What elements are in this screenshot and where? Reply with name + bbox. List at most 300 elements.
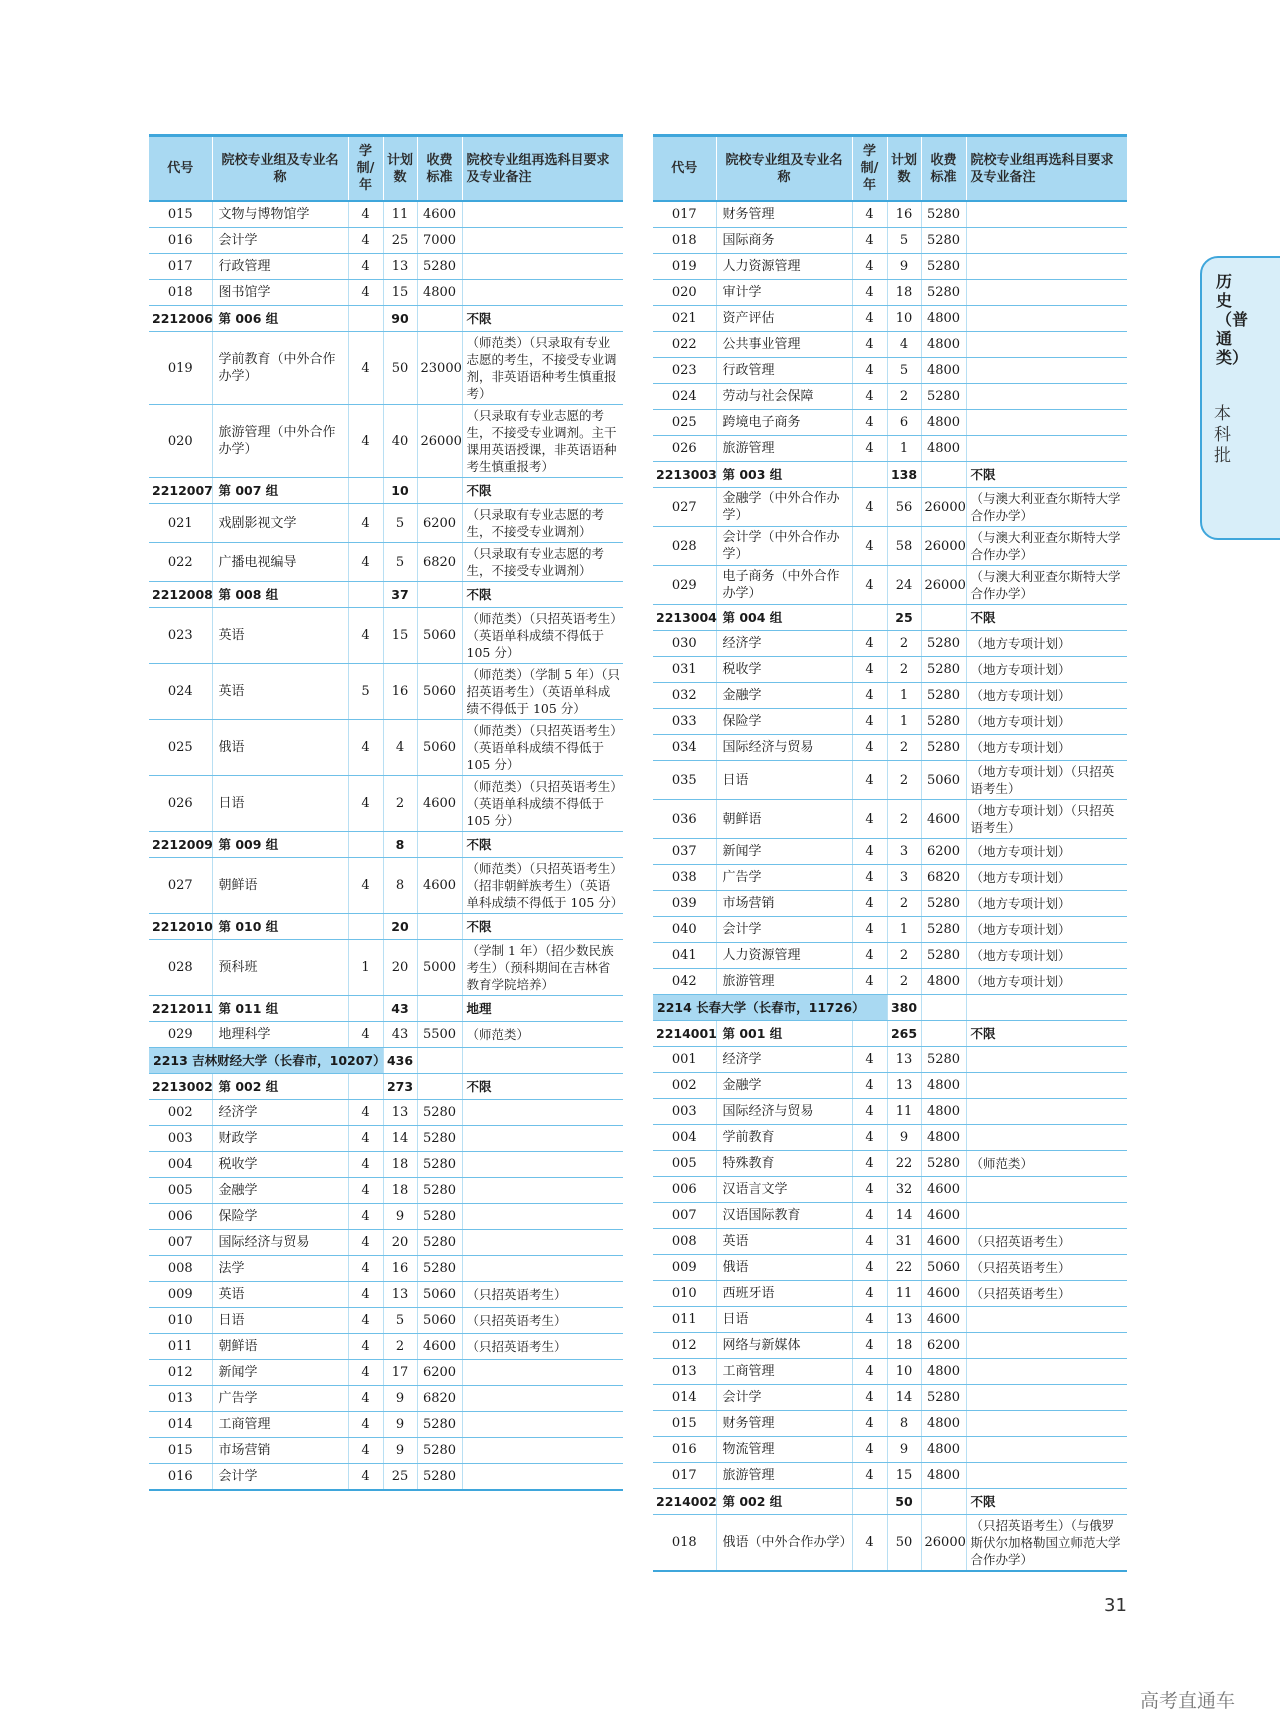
major-name: 日语 bbox=[212, 776, 348, 832]
plan-count: 5 bbox=[383, 504, 417, 543]
major-note: （只招英语考生）（与俄罗斯伏尔加格勒国立师范大学合作办学） bbox=[966, 1515, 1127, 1572]
table-row bbox=[149, 332, 623, 405]
major-note: （师范类）（只招英语考生）（英语单科成绩不得低于 105 分） bbox=[462, 720, 623, 776]
major-code: 033 bbox=[653, 709, 716, 735]
major-code: 042 bbox=[653, 969, 716, 995]
plan-count: 4 bbox=[887, 332, 921, 358]
major-name: 行政管理 bbox=[212, 254, 348, 280]
tuition-fee: 4800 bbox=[921, 1073, 966, 1099]
major-code: 007 bbox=[149, 1230, 212, 1256]
tuition-fee: 5280 bbox=[921, 1385, 966, 1411]
duration-years: 4 bbox=[348, 1464, 383, 1491]
major-name: 会计学 bbox=[212, 1464, 348, 1491]
table-body-left bbox=[149, 201, 623, 1490]
table-row bbox=[653, 761, 1127, 800]
table-row bbox=[149, 1360, 623, 1386]
duration-years: 4 bbox=[348, 1386, 383, 1412]
major-note bbox=[462, 1256, 623, 1282]
group-code: 2213003 bbox=[653, 462, 716, 488]
empty-cell bbox=[921, 1489, 966, 1515]
major-code: 009 bbox=[653, 1255, 716, 1281]
major-note bbox=[966, 1385, 1127, 1411]
plan-count: 1 bbox=[887, 917, 921, 943]
plan-count: 24 bbox=[887, 566, 921, 605]
major-name: 地理科学 bbox=[212, 1022, 348, 1048]
subject-requirement: 不限 bbox=[966, 462, 1127, 488]
university-plan-count: 380 bbox=[887, 995, 921, 1021]
duration-years: 4 bbox=[852, 1515, 887, 1572]
empty-cell bbox=[348, 478, 383, 504]
major-note bbox=[462, 1152, 623, 1178]
duration-years: 4 bbox=[852, 384, 887, 410]
group-plan-count: 273 bbox=[383, 1074, 417, 1100]
major-note bbox=[462, 1386, 623, 1412]
duration-years: 4 bbox=[348, 201, 383, 228]
group-row bbox=[149, 832, 623, 858]
duration-years: 4 bbox=[348, 1256, 383, 1282]
major-name: 戏剧影视文学 bbox=[212, 504, 348, 543]
major-note: （地方专项计划） bbox=[966, 943, 1127, 969]
watermark: 高考直通车 bbox=[1140, 1690, 1236, 1712]
table-row bbox=[653, 306, 1127, 332]
plan-count: 50 bbox=[887, 1515, 921, 1572]
plan-count: 1 bbox=[887, 436, 921, 462]
tuition-fee: 5280 bbox=[921, 254, 966, 280]
plan-count: 14 bbox=[887, 1385, 921, 1411]
empty-cell bbox=[417, 582, 462, 608]
plan-count: 18 bbox=[383, 1178, 417, 1204]
major-code: 010 bbox=[149, 1308, 212, 1334]
table-row bbox=[149, 776, 623, 832]
major-name: 旅游管理 bbox=[716, 969, 852, 995]
duration-years: 4 bbox=[348, 1334, 383, 1360]
tuition-fee: 4800 bbox=[921, 1463, 966, 1489]
major-code: 026 bbox=[653, 436, 716, 462]
tuition-fee: 5280 bbox=[417, 1178, 462, 1204]
plan-count: 5 bbox=[383, 1308, 417, 1334]
duration-years: 4 bbox=[852, 1411, 887, 1437]
major-code: 018 bbox=[149, 280, 212, 306]
major-code: 021 bbox=[653, 306, 716, 332]
tuition-fee: 5060 bbox=[921, 761, 966, 800]
major-name: 市场营销 bbox=[212, 1438, 348, 1464]
tuition-fee: 4600 bbox=[417, 776, 462, 832]
subject-requirement: 不限 bbox=[462, 478, 623, 504]
tuition-fee: 4800 bbox=[921, 436, 966, 462]
table-row bbox=[149, 504, 623, 543]
major-name: 资产评估 bbox=[716, 306, 852, 332]
table-row bbox=[653, 1099, 1127, 1125]
tuition-fee: 5280 bbox=[921, 1151, 966, 1177]
major-note: （地方专项计划） bbox=[966, 735, 1127, 761]
major-code: 013 bbox=[149, 1386, 212, 1412]
major-code: 024 bbox=[149, 664, 212, 720]
tuition-fee: 5280 bbox=[921, 891, 966, 917]
group-plan-count: 37 bbox=[383, 582, 417, 608]
tuition-fee: 4600 bbox=[921, 1281, 966, 1307]
group-row bbox=[653, 605, 1127, 631]
duration-years: 4 bbox=[852, 917, 887, 943]
university-row bbox=[149, 1048, 623, 1074]
table-row bbox=[653, 436, 1127, 462]
major-code: 012 bbox=[653, 1333, 716, 1359]
major-code: 015 bbox=[653, 1411, 716, 1437]
plan-count: 13 bbox=[887, 1047, 921, 1073]
plan-count: 13 bbox=[887, 1073, 921, 1099]
plan-count: 2 bbox=[887, 969, 921, 995]
major-name: 国际经济与贸易 bbox=[716, 1099, 852, 1125]
plan-count: 3 bbox=[887, 865, 921, 891]
table-row bbox=[653, 1151, 1127, 1177]
plan-count: 18 bbox=[383, 1152, 417, 1178]
duration-years: 4 bbox=[852, 631, 887, 657]
major-name: 公共事业管理 bbox=[716, 332, 852, 358]
table-row bbox=[653, 566, 1127, 605]
plan-count: 2 bbox=[383, 1334, 417, 1360]
major-name: 朝鲜语 bbox=[212, 858, 348, 914]
major-note bbox=[462, 228, 623, 254]
table-row bbox=[653, 917, 1127, 943]
duration-years: 4 bbox=[348, 858, 383, 914]
subject-requirement: 不限 bbox=[966, 605, 1127, 631]
major-note: （地方专项计划） bbox=[966, 969, 1127, 995]
major-code: 021 bbox=[149, 504, 212, 543]
major-code: 026 bbox=[149, 776, 212, 832]
major-name: 广告学 bbox=[716, 865, 852, 891]
plan-count: 16 bbox=[383, 1256, 417, 1282]
major-code: 031 bbox=[653, 657, 716, 683]
tuition-fee: 5280 bbox=[921, 943, 966, 969]
subject-requirement: 地理 bbox=[462, 996, 623, 1022]
major-name: 财政学 bbox=[212, 1126, 348, 1152]
major-code: 019 bbox=[149, 332, 212, 405]
tuition-fee: 5280 bbox=[921, 384, 966, 410]
major-name: 特殊教育 bbox=[716, 1151, 852, 1177]
table-row bbox=[653, 527, 1127, 566]
table-row bbox=[653, 332, 1127, 358]
major-code: 015 bbox=[149, 1438, 212, 1464]
duration-years: 4 bbox=[348, 504, 383, 543]
tuition-fee: 26000 bbox=[417, 405, 462, 478]
major-code: 039 bbox=[653, 891, 716, 917]
table-row bbox=[653, 280, 1127, 306]
group-row bbox=[653, 1021, 1127, 1047]
group-name: 第 009 组 bbox=[212, 832, 348, 858]
header-fee: 收费标准 bbox=[417, 136, 462, 202]
header-years: 学制/年 bbox=[348, 136, 383, 202]
major-code: 017 bbox=[653, 1463, 716, 1489]
duration-years: 4 bbox=[852, 683, 887, 709]
table-row bbox=[653, 800, 1127, 839]
duration-years: 4 bbox=[348, 776, 383, 832]
major-code: 040 bbox=[653, 917, 716, 943]
table-row bbox=[149, 1438, 623, 1464]
table-row bbox=[149, 720, 623, 776]
major-name: 日语 bbox=[716, 761, 852, 800]
major-note: （师范类）（学制 5 年）（只招英语考生）（英语单科成绩不得低于 105 分） bbox=[462, 664, 623, 720]
batch-label: 本科批 bbox=[1214, 404, 1231, 466]
duration-years: 4 bbox=[852, 1333, 887, 1359]
tuition-fee: 6200 bbox=[921, 839, 966, 865]
table-row bbox=[149, 1256, 623, 1282]
duration-years: 4 bbox=[852, 761, 887, 800]
major-note bbox=[966, 358, 1127, 384]
empty-cell bbox=[417, 478, 462, 504]
university-name: 2214 长春大学（长春市，11726） bbox=[653, 995, 887, 1021]
duration-years: 4 bbox=[852, 1177, 887, 1203]
tuition-fee: 5280 bbox=[417, 1464, 462, 1491]
table-row bbox=[653, 1047, 1127, 1073]
major-name: 行政管理 bbox=[716, 358, 852, 384]
subject-requirement: 不限 bbox=[966, 1489, 1127, 1515]
major-note: （与澳大利亚查尔斯特大学合作办学） bbox=[966, 488, 1127, 527]
major-name: 英语 bbox=[716, 1229, 852, 1255]
plan-count: 5 bbox=[887, 228, 921, 254]
plan-count: 14 bbox=[383, 1126, 417, 1152]
major-code: 013 bbox=[653, 1359, 716, 1385]
empty-cell bbox=[417, 1074, 462, 1100]
plan-count: 20 bbox=[383, 940, 417, 996]
plan-count: 3 bbox=[887, 839, 921, 865]
group-row bbox=[149, 1074, 623, 1100]
duration-years: 4 bbox=[852, 1281, 887, 1307]
empty-cell bbox=[852, 1021, 887, 1047]
major-code: 019 bbox=[653, 254, 716, 280]
major-note: （学制 1 年）（招少数民族考生）（预科期间在吉林省教育学院培养） bbox=[462, 940, 623, 996]
major-name: 英语 bbox=[212, 608, 348, 664]
plan-count: 5 bbox=[887, 358, 921, 384]
table-row bbox=[149, 1152, 623, 1178]
table-row bbox=[653, 1281, 1127, 1307]
major-name: 法学 bbox=[212, 1256, 348, 1282]
major-note: （只录取有专业志愿的考生，不接受专业调剂。主干课用英语授课，非英语语种考生慎重报考） bbox=[462, 405, 623, 478]
major-code: 003 bbox=[149, 1126, 212, 1152]
major-note bbox=[966, 384, 1127, 410]
major-name: 旅游管理 bbox=[716, 1463, 852, 1489]
plan-count: 1 bbox=[887, 683, 921, 709]
group-code: 2212008 bbox=[149, 582, 212, 608]
major-name: 工商管理 bbox=[716, 1359, 852, 1385]
major-note: （地方专项计划） bbox=[966, 839, 1127, 865]
tuition-fee: 5060 bbox=[921, 1255, 966, 1281]
plan-count: 16 bbox=[383, 664, 417, 720]
page-number: 31 bbox=[1104, 1595, 1127, 1616]
major-name: 国际经济与贸易 bbox=[212, 1230, 348, 1256]
table-row bbox=[149, 858, 623, 914]
tuition-fee: 4800 bbox=[921, 306, 966, 332]
major-code: 023 bbox=[149, 608, 212, 664]
major-code: 003 bbox=[653, 1099, 716, 1125]
duration-years: 4 bbox=[348, 332, 383, 405]
major-note: （地方专项计划） bbox=[966, 865, 1127, 891]
major-code: 004 bbox=[149, 1152, 212, 1178]
major-name: 物流管理 bbox=[716, 1437, 852, 1463]
major-note: （师范类）（只录取有专业志愿的考生，不接受专业调剂，非英语语种考生慎重报考） bbox=[462, 332, 623, 405]
group-plan-count: 265 bbox=[887, 1021, 921, 1047]
duration-years: 4 bbox=[348, 1100, 383, 1126]
major-code: 025 bbox=[653, 410, 716, 436]
plan-count: 13 bbox=[383, 1100, 417, 1126]
major-note bbox=[462, 1230, 623, 1256]
group-plan-count: 8 bbox=[383, 832, 417, 858]
group-code: 2213004 bbox=[653, 605, 716, 631]
major-code: 017 bbox=[149, 254, 212, 280]
group-name: 第 006 组 bbox=[212, 306, 348, 332]
group-name: 第 003 组 bbox=[716, 462, 852, 488]
major-name: 日语 bbox=[212, 1308, 348, 1334]
duration-years: 4 bbox=[348, 1152, 383, 1178]
university-name: 2213 吉林财经大学（长春市，10207） bbox=[149, 1048, 383, 1074]
major-code: 027 bbox=[653, 488, 716, 527]
group-plan-count: 50 bbox=[887, 1489, 921, 1515]
duration-years: 4 bbox=[852, 410, 887, 436]
major-name: 审计学 bbox=[716, 280, 852, 306]
table-row bbox=[653, 1385, 1127, 1411]
duration-years: 5 bbox=[348, 664, 383, 720]
tuition-fee: 4600 bbox=[417, 201, 462, 228]
major-code: 032 bbox=[653, 683, 716, 709]
major-note: （与澳大利亚查尔斯特大学合作办学） bbox=[966, 566, 1127, 605]
plan-count: 9 bbox=[887, 1437, 921, 1463]
empty-cell bbox=[921, 605, 966, 631]
duration-years: 4 bbox=[348, 720, 383, 776]
group-code: 2214001 bbox=[653, 1021, 716, 1047]
major-note: （地方专项计划） bbox=[966, 657, 1127, 683]
empty-cell bbox=[921, 1021, 966, 1047]
tuition-fee: 5280 bbox=[417, 1412, 462, 1438]
major-code: 014 bbox=[149, 1412, 212, 1438]
table-row bbox=[149, 405, 623, 478]
plan-count: 15 bbox=[383, 608, 417, 664]
table-row bbox=[653, 1359, 1127, 1385]
major-name: 电子商务（中外合作办学） bbox=[716, 566, 852, 605]
major-code: 002 bbox=[653, 1073, 716, 1099]
major-note bbox=[966, 1099, 1127, 1125]
tuition-fee: 26000 bbox=[921, 1515, 966, 1572]
plan-count: 6 bbox=[887, 410, 921, 436]
major-name: 金融学 bbox=[716, 683, 852, 709]
major-note bbox=[462, 280, 623, 306]
major-code: 028 bbox=[149, 940, 212, 996]
major-code: 014 bbox=[653, 1385, 716, 1411]
major-name: 网络与新媒体 bbox=[716, 1333, 852, 1359]
duration-years: 4 bbox=[852, 306, 887, 332]
tuition-fee: 4800 bbox=[921, 1099, 966, 1125]
major-name: 俄语 bbox=[716, 1255, 852, 1281]
subject-requirement: 不限 bbox=[966, 1021, 1127, 1047]
major-name: 广播电视编导 bbox=[212, 543, 348, 582]
plan-count: 58 bbox=[887, 527, 921, 566]
major-code: 038 bbox=[653, 865, 716, 891]
admission-table-right bbox=[653, 134, 1127, 1572]
table-row bbox=[149, 1386, 623, 1412]
tuition-fee: 4800 bbox=[921, 358, 966, 384]
major-note bbox=[462, 1204, 623, 1230]
plan-count: 40 bbox=[383, 405, 417, 478]
major-note bbox=[966, 1307, 1127, 1333]
major-note bbox=[966, 201, 1127, 228]
category-side-tab bbox=[1200, 256, 1280, 540]
table-row bbox=[653, 384, 1127, 410]
major-note bbox=[462, 254, 623, 280]
duration-years: 4 bbox=[852, 943, 887, 969]
major-name: 会计学 bbox=[212, 228, 348, 254]
major-code: 020 bbox=[149, 405, 212, 478]
major-code: 006 bbox=[653, 1177, 716, 1203]
major-code: 020 bbox=[653, 280, 716, 306]
duration-years: 4 bbox=[348, 228, 383, 254]
admission-table-left bbox=[149, 134, 623, 1491]
major-name: 文物与博物馆学 bbox=[212, 201, 348, 228]
plan-count: 22 bbox=[887, 1151, 921, 1177]
major-note: （只招英语考生） bbox=[462, 1334, 623, 1360]
major-code: 008 bbox=[149, 1256, 212, 1282]
empty-cell bbox=[417, 306, 462, 332]
table-row bbox=[149, 1282, 623, 1308]
table-row bbox=[653, 410, 1127, 436]
major-note bbox=[966, 1411, 1127, 1437]
major-name: 会计学 bbox=[716, 917, 852, 943]
plan-count: 13 bbox=[887, 1307, 921, 1333]
major-code: 012 bbox=[149, 1360, 212, 1386]
major-name: 新闻学 bbox=[212, 1360, 348, 1386]
major-code: 022 bbox=[149, 543, 212, 582]
major-note: （师范类）（只招英语考生）（英语单科成绩不得低于 105 分） bbox=[462, 776, 623, 832]
tuition-fee: 26000 bbox=[921, 488, 966, 527]
tuition-fee: 5280 bbox=[417, 1152, 462, 1178]
duration-years: 4 bbox=[348, 1204, 383, 1230]
duration-years: 4 bbox=[852, 865, 887, 891]
subject-requirement: 不限 bbox=[462, 914, 623, 940]
plan-count: 2 bbox=[383, 776, 417, 832]
major-note: （师范类）（只招英语考生）（招非朝鲜族考生）（英语单科成绩不得低于 105 分） bbox=[462, 858, 623, 914]
major-note bbox=[966, 1333, 1127, 1359]
table-row bbox=[653, 1125, 1127, 1151]
plan-count: 32 bbox=[887, 1177, 921, 1203]
table-row bbox=[653, 358, 1127, 384]
table-row bbox=[149, 1126, 623, 1152]
duration-years: 4 bbox=[348, 1412, 383, 1438]
table-row bbox=[149, 254, 623, 280]
major-name: 税收学 bbox=[212, 1152, 348, 1178]
empty-cell bbox=[348, 1074, 383, 1100]
major-note: （只录取有专业志愿的考生，不接受专业调剂） bbox=[462, 504, 623, 543]
tuition-fee: 5500 bbox=[417, 1022, 462, 1048]
major-note bbox=[966, 1073, 1127, 1099]
tuition-fee: 5060 bbox=[417, 1308, 462, 1334]
group-name: 第 004 组 bbox=[716, 605, 852, 631]
plan-count: 50 bbox=[383, 332, 417, 405]
tuition-fee: 4800 bbox=[921, 1125, 966, 1151]
major-code: 002 bbox=[149, 1100, 212, 1126]
tuition-fee: 5280 bbox=[417, 1256, 462, 1282]
table-row bbox=[149, 280, 623, 306]
empty-cell bbox=[921, 462, 966, 488]
plan-count: 14 bbox=[887, 1203, 921, 1229]
major-code: 004 bbox=[653, 1125, 716, 1151]
table-header bbox=[149, 136, 623, 202]
group-plan-count: 138 bbox=[887, 462, 921, 488]
plan-count: 13 bbox=[383, 1282, 417, 1308]
major-name: 财务管理 bbox=[716, 1411, 852, 1437]
major-note: （地方专项计划）（只招英语考生） bbox=[966, 800, 1127, 839]
table-row bbox=[653, 1307, 1127, 1333]
table-row bbox=[149, 1464, 623, 1491]
major-code: 024 bbox=[653, 384, 716, 410]
group-row bbox=[149, 914, 623, 940]
group-plan-count: 10 bbox=[383, 478, 417, 504]
plan-count: 10 bbox=[887, 1359, 921, 1385]
